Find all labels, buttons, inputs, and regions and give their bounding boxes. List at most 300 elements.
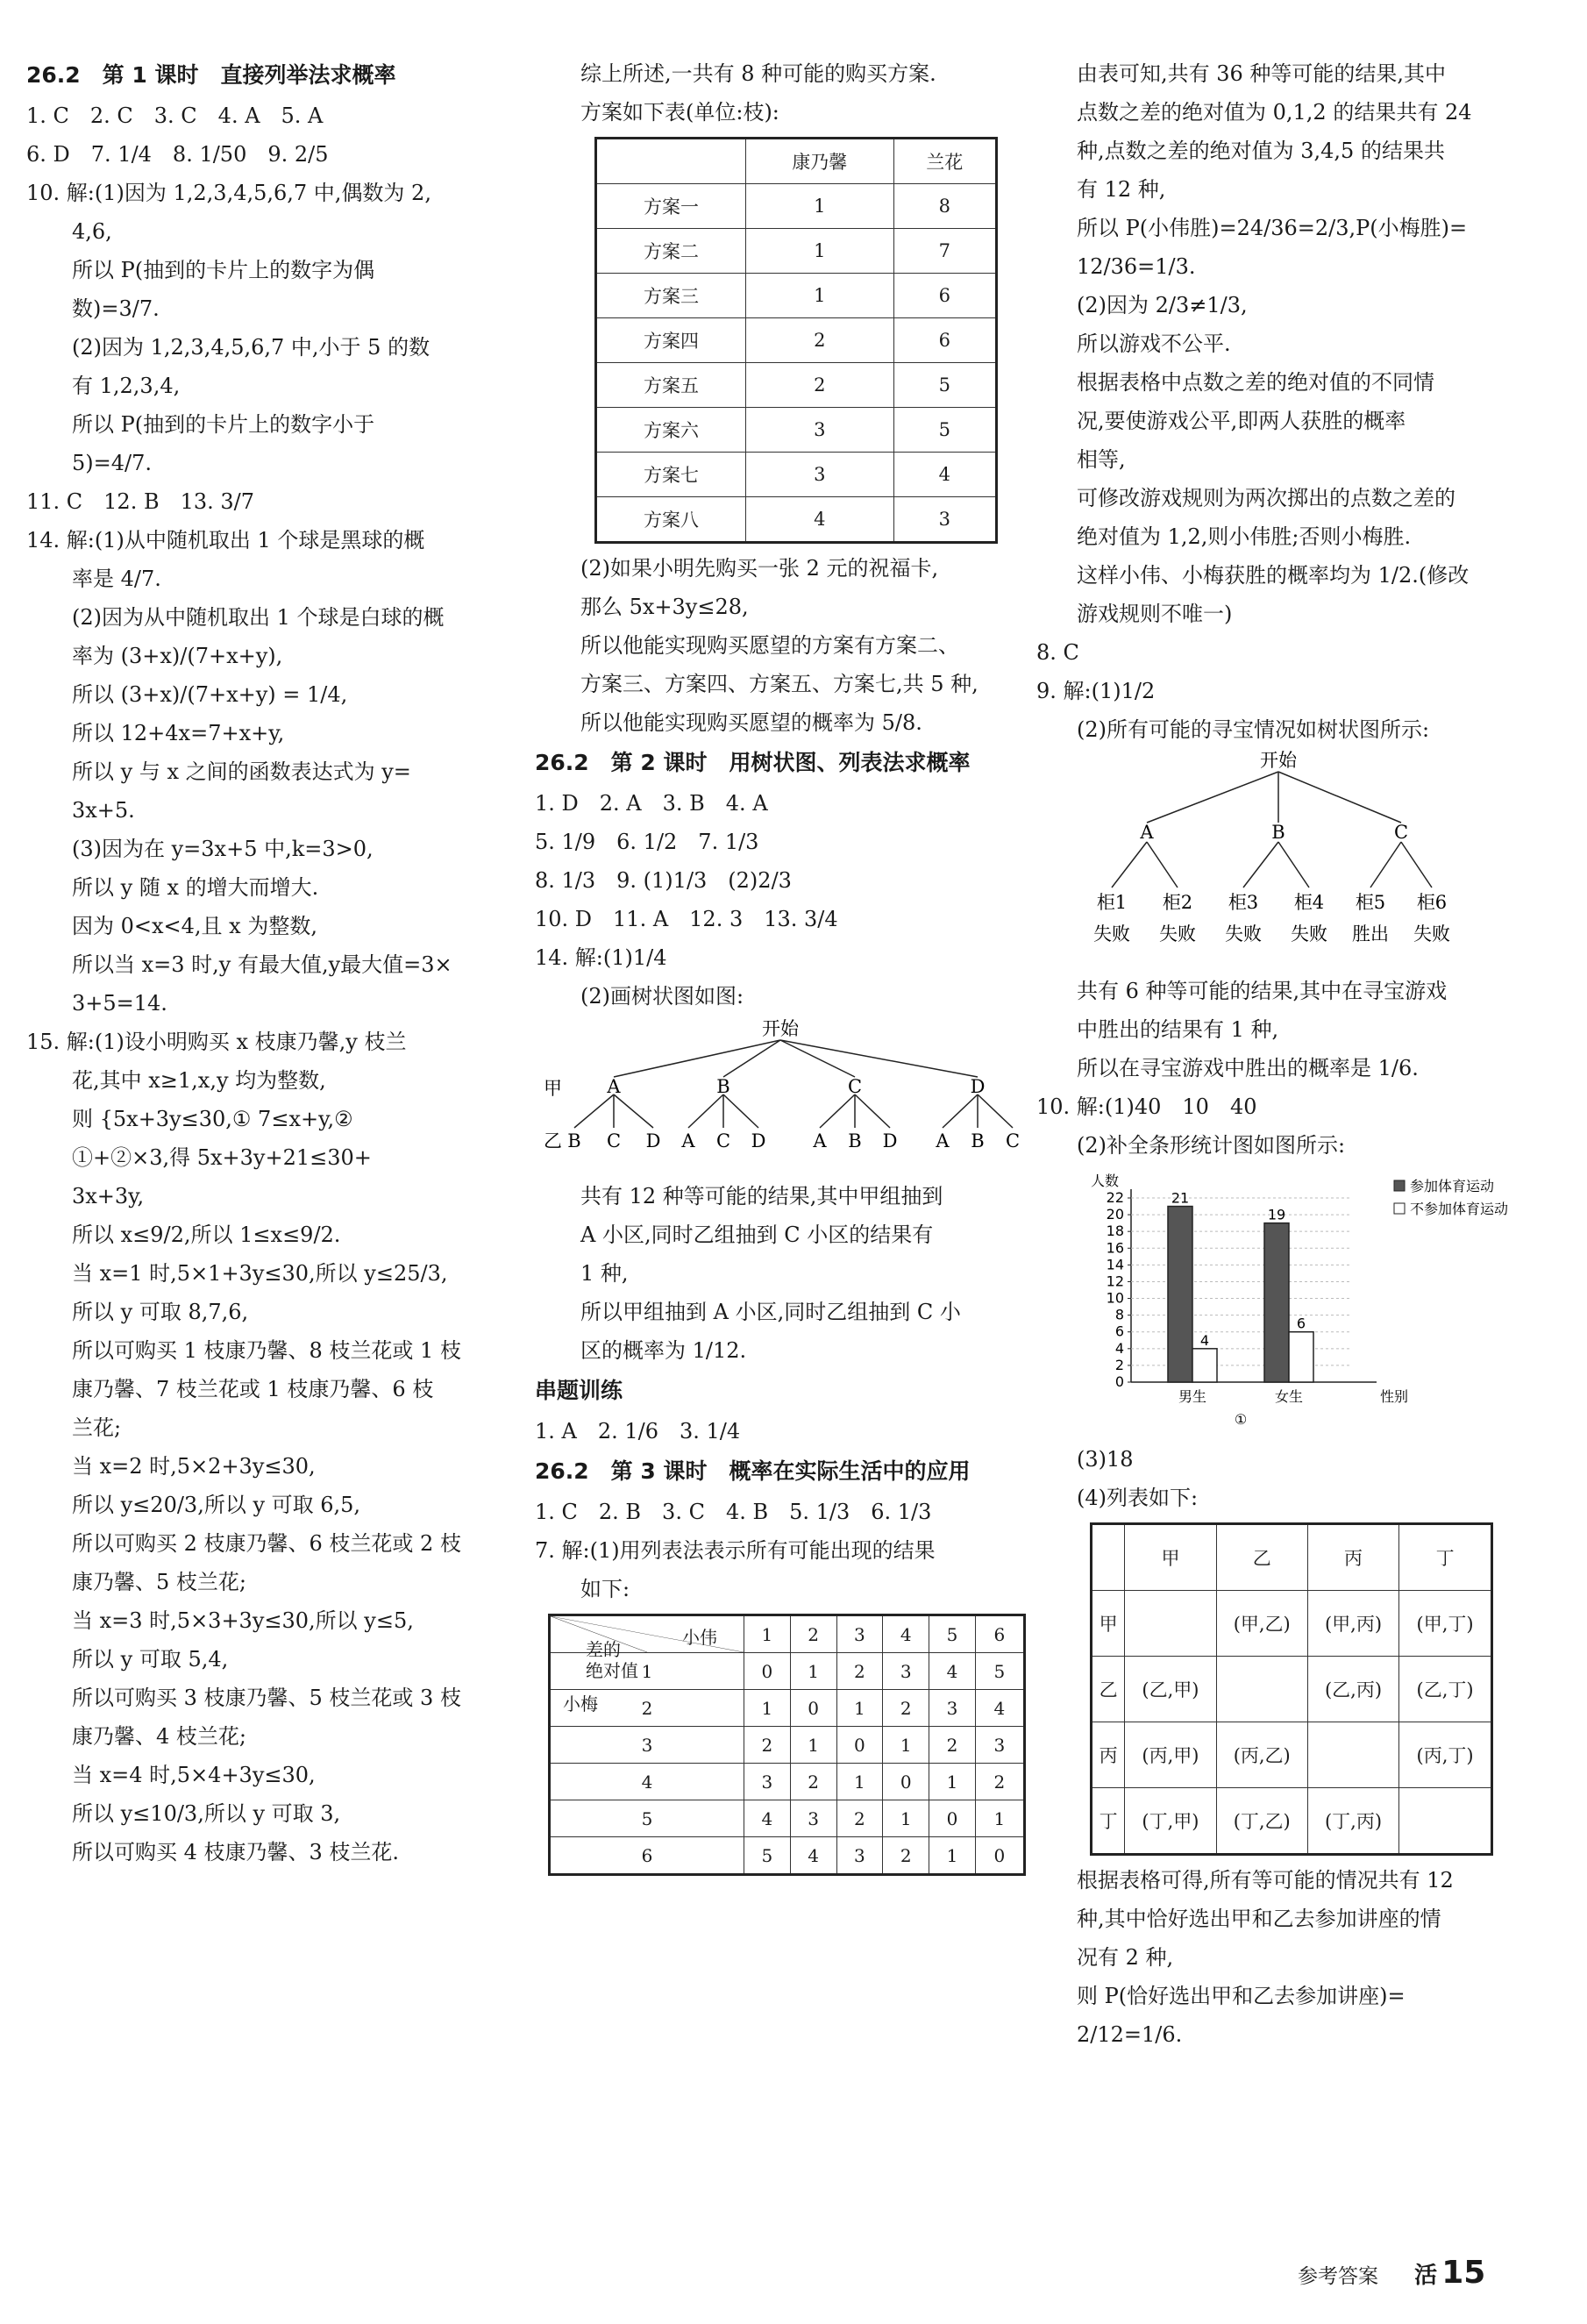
table-row bbox=[1092, 1722, 1492, 1788]
answer-line: 可修改游戏规则为两次掷出的点数之差的 bbox=[1077, 486, 1455, 510]
answer-line: 共有 12 种等可能的结果,其中甲组抽到 bbox=[580, 1184, 943, 1208]
answer-line: (4)列表如下: bbox=[1077, 1486, 1199, 1510]
answer-line: 11. C 12. B 13. 3/7 bbox=[26, 489, 255, 514]
answer-line: 当 x=4 时,5×4+3y≤30, bbox=[72, 1763, 316, 1787]
table-header-cell: 乙 bbox=[1216, 1524, 1307, 1591]
table-cell: 方案三 bbox=[596, 274, 746, 318]
table-cell: 4 bbox=[550, 1764, 744, 1800]
tree-leaf: D bbox=[882, 1130, 898, 1151]
table-row bbox=[1092, 1657, 1492, 1722]
answer-line: 所以 y≤20/3,所以 y 可取 6,5, bbox=[72, 1493, 361, 1517]
answer-line: 当 x=3 时,5×3+3y≤30,所以 y≤5, bbox=[72, 1608, 414, 1633]
table-header-cell: 甲 bbox=[1125, 1524, 1216, 1591]
table-cell: 3 bbox=[929, 1690, 976, 1727]
table-row bbox=[1092, 1788, 1492, 1855]
answer-line: 根据表格中点数之差的绝对值的不同情 bbox=[1077, 370, 1434, 395]
table-cell: 0 bbox=[744, 1653, 791, 1690]
y-tick-label: 4 bbox=[1114, 1339, 1124, 1357]
tree-result: 失败 bbox=[1413, 923, 1450, 945]
table-row bbox=[596, 184, 997, 229]
table-cell: 2 bbox=[550, 1690, 744, 1727]
table-cell bbox=[1307, 1722, 1398, 1788]
tree-node: B bbox=[1271, 822, 1285, 843]
table-cell: 2 bbox=[836, 1800, 883, 1837]
tree-result: 失败 bbox=[1291, 923, 1327, 945]
answer-line: 况,要使游戏公平,即两人获胜的概率 bbox=[1077, 409, 1406, 433]
answer-line: (2)画树状图如图: bbox=[580, 984, 744, 1009]
answer-line: 绝对值为 1,2,则小伟胜;否则小梅胜. bbox=[1077, 524, 1412, 549]
answer-line: 14. 解:(1)从中随机取出 1 个球是黑球的概 bbox=[26, 528, 425, 552]
table-header-cell: 康乃馨 bbox=[746, 139, 894, 184]
table-header-cell: 3 bbox=[836, 1615, 883, 1653]
answer-line: 率是 4/7. bbox=[72, 567, 161, 591]
answer-line: 所以 y 可取 8,7,6, bbox=[72, 1300, 249, 1324]
answer-line: A 小区,同时乙组抽到 C 小区的结果有 bbox=[580, 1223, 934, 1247]
table-cell: 5 bbox=[550, 1800, 744, 1837]
answer-line: 1. A 2. 1/6 3. 1/4 bbox=[535, 1419, 741, 1444]
answer-line: 8. 1/3 9. (1)1/3 (2)2/3 bbox=[535, 868, 792, 893]
page-footer bbox=[1298, 2255, 1485, 2291]
tree-leaf: 柜5 bbox=[1355, 892, 1386, 913]
column-middle bbox=[535, 54, 1026, 1881]
answer-line: 15. 解:(1)设小明购买 x 枝康乃馨,y 枝兰 bbox=[26, 1030, 407, 1054]
table-cell bbox=[1216, 1657, 1307, 1722]
answer-line: 8. C bbox=[1036, 640, 1079, 665]
corner-label: 小伟 bbox=[682, 1627, 717, 1648]
table-cell: 1 bbox=[929, 1837, 976, 1875]
answer-line: 所以 y 可取 5,4, bbox=[72, 1647, 229, 1672]
answer-line: 所以 P(抽到的卡片上的数字小于 bbox=[72, 412, 375, 437]
table-cell: (甲,乙) bbox=[1216, 1591, 1307, 1657]
answer-line: 6. D 7. 1/4 8. 1/50 9. 2/5 bbox=[26, 142, 329, 167]
plan-table bbox=[594, 137, 998, 544]
data-label: 19 bbox=[1267, 1206, 1286, 1223]
table-cell: 6 bbox=[550, 1837, 744, 1875]
answer-line: 4,6, bbox=[72, 219, 112, 244]
table-row bbox=[596, 497, 997, 543]
table-header-row bbox=[550, 1615, 1025, 1653]
table-row bbox=[1092, 1591, 1492, 1657]
tree-leaf: 柜2 bbox=[1162, 892, 1193, 913]
answer-line: 所以 (3+x)/(7+x+y) = 1/4, bbox=[72, 682, 348, 707]
table-header-row bbox=[596, 139, 997, 184]
answer-line: 况有 2 种, bbox=[1077, 1945, 1174, 1970]
answer-line: 1. C 2. B 3. C 4. B 5. 1/3 6. 1/3 bbox=[535, 1500, 932, 1524]
answer-line: 所以 12+4x=7+x+y, bbox=[72, 721, 285, 745]
table-header-cell: 5 bbox=[929, 1615, 976, 1653]
answer-line: 有 1,2,3,4, bbox=[72, 374, 181, 398]
answer-line: 当 x=2 时,5×2+3y≤30, bbox=[72, 1454, 316, 1479]
footer-reference: 参考答案 bbox=[1298, 2265, 1378, 2288]
table-header-cell bbox=[596, 139, 746, 184]
table-cell: 3 bbox=[893, 497, 996, 543]
table-cell: 1 bbox=[883, 1727, 929, 1764]
answer-line: 所以可购买 2 枝康乃馨、6 枝兰花或 2 枝 bbox=[72, 1531, 461, 1556]
table-cell: (甲,丁) bbox=[1399, 1591, 1492, 1657]
answer-line: (3)因为在 y=3x+5 中,k=3>0, bbox=[72, 837, 374, 861]
table-cell: 2 bbox=[790, 1764, 836, 1800]
answer-line: (3)18 bbox=[1077, 1447, 1134, 1472]
answer-line: (2)所有可能的寻宝情况如树状图所示: bbox=[1077, 717, 1430, 742]
corner-label: 小梅 bbox=[563, 1693, 598, 1714]
answer-line: 所以 y 随 x 的增大而增大. bbox=[72, 875, 319, 900]
table-cell: 1 bbox=[790, 1653, 836, 1690]
table-header-cell: 6 bbox=[975, 1615, 1024, 1653]
tree-leaf: 柜3 bbox=[1228, 892, 1259, 913]
table-row bbox=[596, 318, 997, 363]
answer-line: (2)因为 1,2,3,4,5,6,7 中,小于 5 的数 bbox=[72, 335, 431, 360]
table-cell: 3 bbox=[975, 1727, 1024, 1764]
answer-line: 12/36=1/3. bbox=[1077, 254, 1196, 279]
tree-leaf: D bbox=[751, 1130, 766, 1151]
tree-node: D bbox=[970, 1076, 986, 1097]
data-label: 6 bbox=[1296, 1315, 1306, 1332]
answer-line: 当 x=1 时,5×1+3y≤30,所以 y≤25/3, bbox=[72, 1261, 448, 1286]
table-cell: 1 bbox=[836, 1690, 883, 1727]
answer-line: 种,其中恰好选出甲和乙去参加讲座的情 bbox=[1077, 1907, 1441, 1931]
tree-result: 胜出 bbox=[1352, 923, 1389, 945]
table-cell: 甲 bbox=[1092, 1591, 1125, 1657]
table-cell: 1 bbox=[929, 1764, 976, 1800]
tree-diagram-treasure bbox=[1077, 749, 1533, 968]
legend-swatch bbox=[1394, 1203, 1405, 1214]
table-cell: 2 bbox=[746, 363, 894, 408]
tree-leaf: C bbox=[1005, 1130, 1021, 1151]
diagonal-header-cell bbox=[550, 1615, 744, 1714]
table-cell: 2 bbox=[744, 1727, 791, 1764]
tree-root: 开始 bbox=[1260, 750, 1297, 771]
answer-line: 3+5=14. bbox=[72, 991, 167, 1016]
answer-line: 10. D 11. A 12. 3 13. 3/4 bbox=[535, 907, 838, 931]
table-header-cell bbox=[1092, 1524, 1125, 1591]
table-cell: 丙 bbox=[1092, 1722, 1125, 1788]
answer-line: 1 种, bbox=[580, 1261, 629, 1286]
table-cell: 2 bbox=[929, 1727, 976, 1764]
table-cell: 3 bbox=[746, 453, 894, 497]
table-header-cell: 1 bbox=[744, 1615, 791, 1653]
answer-line: 共有 6 种等可能的结果,其中在寻宝游戏 bbox=[1077, 979, 1448, 1003]
table-cell: (丁,甲) bbox=[1125, 1788, 1216, 1855]
y-tick-label: 18 bbox=[1106, 1223, 1124, 1240]
tree-leaf: 柜6 bbox=[1416, 892, 1448, 913]
answer-line: 所以当 x=3 时,y 有最大值,y最大值=3× bbox=[72, 952, 452, 977]
legend-label: 参加体育运动 bbox=[1410, 1178, 1495, 1194]
answer-line: 综上所述,一共有 8 种可能的购买方案. bbox=[580, 61, 936, 86]
tree-node: B bbox=[716, 1076, 730, 1097]
table-cell: 1 bbox=[550, 1653, 744, 1690]
tree-leaf: A bbox=[813, 1130, 827, 1151]
table-cell bbox=[1399, 1788, 1492, 1855]
bar bbox=[1192, 1349, 1217, 1382]
table-cell: 3 bbox=[836, 1837, 883, 1875]
table-cell: 5 bbox=[975, 1653, 1024, 1690]
section-heading: 串题训练 bbox=[535, 1378, 623, 1403]
answer-line: 所以 y≤10/3,所以 y 可取 3, bbox=[72, 1801, 341, 1826]
answer-line: 所以可购买 3 枝康乃馨、5 枝兰花或 3 枝 bbox=[72, 1686, 461, 1710]
table-cell: 3 bbox=[744, 1764, 791, 1800]
y-tick-label: 8 bbox=[1114, 1306, 1124, 1323]
table-cell: 4 bbox=[893, 453, 996, 497]
x-tick-label: 女生 bbox=[1274, 1388, 1304, 1405]
table-header-cell: 丙 bbox=[1307, 1524, 1398, 1591]
table-cell: 3 bbox=[883, 1653, 929, 1690]
bar-chart bbox=[1077, 1165, 1550, 1436]
answer-line: (2)因为从中随机取出 1 个球是白球的概 bbox=[72, 605, 445, 630]
bar bbox=[1264, 1223, 1289, 1382]
answer-line: 相等, bbox=[1077, 447, 1126, 472]
tree-level-label: 乙 bbox=[544, 1130, 562, 1151]
answer-line: 区的概率为 1/12. bbox=[580, 1338, 747, 1363]
table-cell: (丙,甲) bbox=[1125, 1722, 1216, 1788]
tree-node: C bbox=[1393, 822, 1409, 843]
table-cell: 1 bbox=[746, 229, 894, 274]
table-cell: 4 bbox=[929, 1653, 976, 1690]
table-header-cell: 丁 bbox=[1399, 1524, 1492, 1591]
answer-line: 数)=3/7. bbox=[72, 296, 160, 321]
answer-line: 所以 y 与 x 之间的函数表达式为 y= bbox=[72, 759, 411, 784]
table-cell: (丙,乙) bbox=[1216, 1722, 1307, 1788]
tree-diagram-groups bbox=[535, 1016, 1026, 1173]
table-cell: (丙,丁) bbox=[1399, 1722, 1492, 1788]
y-tick-label: 10 bbox=[1106, 1289, 1124, 1307]
answer-line: 康乃馨、7 枝兰花或 1 枝康乃馨、6 枝 bbox=[72, 1377, 434, 1401]
answer-line: 5)=4/7. bbox=[72, 451, 152, 475]
table-row bbox=[550, 1690, 1025, 1727]
table-cell: 方案四 bbox=[596, 318, 746, 363]
table-header-cell: 2 bbox=[790, 1615, 836, 1653]
answer-line: 所以在寻宝游戏中胜出的概率是 1/6. bbox=[1077, 1056, 1419, 1080]
tree-level-label: 甲 bbox=[544, 1078, 562, 1099]
tree-leaf: B bbox=[971, 1130, 985, 1151]
table-header-cell: 4 bbox=[883, 1615, 929, 1653]
table-row bbox=[596, 274, 997, 318]
answer-line: 则 P(恰好选出甲和乙去参加讲座)= bbox=[1077, 1984, 1406, 2008]
section-heading: 26.2 第 2 课时 用树状图、列表法求概率 bbox=[535, 750, 971, 775]
table-cell bbox=[1125, 1591, 1216, 1657]
table-cell: 7 bbox=[893, 229, 996, 274]
answer-line: 中胜出的结果有 1 种, bbox=[1077, 1017, 1279, 1042]
tree-leaf: A bbox=[681, 1130, 695, 1151]
tree-result: 失败 bbox=[1159, 923, 1196, 945]
y-tick-label: 6 bbox=[1114, 1322, 1124, 1340]
table-row bbox=[596, 453, 997, 497]
table-cell: 4 bbox=[746, 497, 894, 543]
answer-line: 率为 (3+x)/(7+x+y), bbox=[72, 644, 283, 668]
table-cell: 2 bbox=[883, 1837, 929, 1875]
table-row bbox=[596, 363, 997, 408]
table-header-row bbox=[1092, 1524, 1492, 1591]
answer-line: 根据表格可得,所有等可能的情况共有 12 bbox=[1077, 1868, 1454, 1893]
tree-leaf: D bbox=[645, 1130, 661, 1151]
table-cell: 方案七 bbox=[596, 453, 746, 497]
y-tick-label: 0 bbox=[1114, 1373, 1124, 1390]
tree-leaf: B bbox=[848, 1130, 862, 1151]
answer-line: (2)补全条形统计图如图所示: bbox=[1077, 1133, 1346, 1158]
y-tick-label: 2 bbox=[1114, 1356, 1124, 1373]
answer-line: 1. C 2. C 3. C 4. A 5. A bbox=[26, 103, 324, 128]
table-cell: 4 bbox=[744, 1800, 791, 1837]
tree-node: A bbox=[1140, 822, 1154, 843]
tree-leaf: C bbox=[606, 1130, 622, 1151]
answer-line: 所以 P(抽到的卡片上的数字为偶 bbox=[72, 258, 375, 282]
table-cell: (乙,丙) bbox=[1307, 1657, 1398, 1722]
table-cell: 4 bbox=[790, 1837, 836, 1875]
pair-table bbox=[1090, 1522, 1493, 1856]
table-cell: 4 bbox=[975, 1690, 1024, 1727]
section-heading: 26.2 第 1 课时 直接列举法求概率 bbox=[26, 62, 396, 88]
table-cell: 2 bbox=[836, 1653, 883, 1690]
table-cell: 方案六 bbox=[596, 408, 746, 453]
answer-line: 点数之差的绝对值为 0,1,2 的结果共有 24 bbox=[1077, 100, 1472, 125]
answer-line: 所以 P(小伟胜)=24/36=2/3,P(小梅胜)= bbox=[1077, 216, 1468, 240]
y-tick-label: 14 bbox=[1106, 1256, 1124, 1273]
answer-line: 1. D 2. A 3. B 4. A bbox=[535, 791, 768, 816]
table-cell: 丁 bbox=[1092, 1788, 1125, 1855]
section-heading: 26.2 第 3 课时 概率在实际生活中的应用 bbox=[535, 1458, 971, 1484]
answer-line: 种,点数之差的绝对值为 3,4,5 的结果共 bbox=[1077, 139, 1445, 163]
data-label: 21 bbox=[1171, 1189, 1190, 1207]
answer-line: 康乃馨、5 枝兰花; bbox=[72, 1570, 246, 1594]
bar bbox=[1289, 1332, 1313, 1382]
table-cell: 1 bbox=[883, 1800, 929, 1837]
answer-line: 花,其中 x≥1,x,y 均为整数, bbox=[72, 1068, 326, 1093]
table-cell: 8 bbox=[893, 184, 996, 229]
answer-line: 因为 0<x<4,且 x 为整数, bbox=[72, 914, 317, 938]
column-right bbox=[1036, 54, 1563, 2054]
table-cell: 5 bbox=[744, 1837, 791, 1875]
answer-line: 所以甲组抽到 A 小区,同时乙组抽到 C 小 bbox=[580, 1300, 961, 1324]
answer-line: 兰花; bbox=[72, 1415, 122, 1440]
answer-line: (2)如果小明先购买一张 2 元的祝福卡, bbox=[580, 556, 939, 581]
table-cell: 2 bbox=[746, 318, 894, 363]
answer-line: 所以 x≤9/2,所以 1≤x≤9/2. bbox=[72, 1223, 341, 1247]
table-cell: 乙 bbox=[1092, 1657, 1125, 1722]
answer-line: 所以他能实现购买愿望的概率为 5/8. bbox=[580, 710, 922, 735]
answer-line: 9. 解:(1)1/2 bbox=[1036, 679, 1156, 703]
table-row bbox=[596, 229, 997, 274]
table-cell: 1 bbox=[746, 184, 894, 229]
page-number: 15 bbox=[1441, 2255, 1486, 2291]
y-tick-label: 22 bbox=[1106, 1189, 1124, 1206]
answer-line: (2)因为 2/3≠1/3, bbox=[1077, 293, 1248, 317]
table-cell: 3 bbox=[550, 1727, 744, 1764]
data-label: 4 bbox=[1199, 1331, 1210, 1349]
answer-line: 14. 解:(1)1/4 bbox=[535, 945, 667, 970]
answer-line: 10. 解:(1)40 10 40 bbox=[1036, 1094, 1257, 1119]
legend-label: 不参加体育运动 bbox=[1410, 1201, 1509, 1217]
table-row bbox=[550, 1727, 1025, 1764]
tree-leaf: 柜4 bbox=[1293, 892, 1325, 913]
y-axis-label: 人数 bbox=[1090, 1173, 1120, 1189]
table-cell: (丁,乙) bbox=[1216, 1788, 1307, 1855]
table-cell: 1 bbox=[790, 1727, 836, 1764]
tree-node: A bbox=[607, 1076, 621, 1097]
x-axis-label: 性别 bbox=[1379, 1388, 1409, 1405]
tree-result: 失败 bbox=[1093, 923, 1130, 945]
table-cell: 1 bbox=[836, 1764, 883, 1800]
answer-line: 所以他能实现购买愿望的方案有方案二、 bbox=[580, 633, 959, 658]
answer-line: 有 12 种, bbox=[1077, 177, 1166, 202]
answer-line: 康乃馨、4 枝兰花; bbox=[72, 1724, 246, 1749]
corner-label: 差的 bbox=[586, 1639, 621, 1660]
answer-line: 如下: bbox=[580, 1577, 630, 1601]
tree-node: C bbox=[847, 1076, 863, 1097]
tree-leaf: A bbox=[936, 1130, 950, 1151]
y-tick-label: 12 bbox=[1106, 1272, 1124, 1290]
table-cell: 0 bbox=[790, 1690, 836, 1727]
table-cell: 5 bbox=[893, 363, 996, 408]
difference-table bbox=[548, 1614, 1026, 1876]
table-cell: 2 bbox=[975, 1764, 1024, 1800]
table-cell: 0 bbox=[975, 1837, 1024, 1875]
tree-leaf: 柜1 bbox=[1096, 892, 1128, 913]
table-cell: 3 bbox=[746, 408, 894, 453]
table-cell: (乙,甲) bbox=[1125, 1657, 1216, 1722]
legend-swatch bbox=[1394, 1180, 1405, 1191]
answer-line: 那么 5x+3y≤28, bbox=[580, 595, 749, 619]
answer-line: 这样小伟、小梅获胜的概率均为 1/2.(修改 bbox=[1077, 563, 1470, 588]
answer-line: 由表可知,共有 36 种等可能的结果,其中 bbox=[1077, 61, 1447, 86]
bar bbox=[1168, 1207, 1192, 1382]
table-cell: 1 bbox=[975, 1800, 1024, 1837]
answer-line: 7. 解:(1)用列表法表示所有可能出现的结果 bbox=[535, 1538, 936, 1563]
table-cell: 0 bbox=[929, 1800, 976, 1837]
table-cell: 6 bbox=[893, 274, 996, 318]
answer-line: 5. 1/9 6. 1/2 7. 1/3 bbox=[535, 830, 759, 854]
table-cell: 3 bbox=[790, 1800, 836, 1837]
footer-tag: 活 bbox=[1414, 2263, 1438, 2289]
column-left bbox=[26, 54, 495, 1871]
tree-leaf: B bbox=[567, 1130, 581, 1151]
answer-line: 3x+5. bbox=[72, 798, 135, 823]
table-cell: 方案一 bbox=[596, 184, 746, 229]
table-cell: 0 bbox=[883, 1764, 929, 1800]
table-cell: 6 bbox=[893, 318, 996, 363]
table-row bbox=[550, 1837, 1025, 1875]
table-cell: 1 bbox=[744, 1690, 791, 1727]
answer-line: 游戏规则不唯一) bbox=[1077, 602, 1233, 626]
y-tick-label: 20 bbox=[1106, 1206, 1124, 1223]
answer-line: 则 {5x+3y≤30,① 7≤x+y,② bbox=[72, 1107, 353, 1131]
table-cell: (甲,丙) bbox=[1307, 1591, 1398, 1657]
answer-line: ①+②×3,得 5x+3y+21≤30+ bbox=[72, 1145, 372, 1170]
table-row bbox=[596, 408, 997, 453]
table-row bbox=[550, 1800, 1025, 1837]
corner-label: 绝对值 bbox=[586, 1660, 638, 1681]
y-tick-label: 16 bbox=[1106, 1239, 1124, 1257]
answer-line: 所以可购买 1 枝康乃馨、8 枝兰花或 1 枝 bbox=[72, 1338, 461, 1363]
answer-line: 所以可购买 4 枝康乃馨、3 枝兰花. bbox=[72, 1840, 400, 1864]
x-tick-label: 男生 bbox=[1178, 1388, 1207, 1405]
answer-line: 3x+3y, bbox=[72, 1184, 145, 1208]
table-cell: 1 bbox=[746, 274, 894, 318]
chart-caption: ① bbox=[1234, 1411, 1248, 1428]
table-cell: 方案八 bbox=[596, 497, 746, 543]
answer-line: 方案如下表(单位:枝): bbox=[580, 100, 779, 125]
table-cell: (乙,丁) bbox=[1399, 1657, 1492, 1722]
answer-line: 10. 解:(1)因为 1,2,3,4,5,6,7 中,偶数为 2, bbox=[26, 181, 431, 205]
table-row bbox=[550, 1764, 1025, 1800]
table-cell: 2 bbox=[883, 1690, 929, 1727]
answer-line: 2/12=1/6. bbox=[1077, 2022, 1183, 2047]
tree-result: 失败 bbox=[1225, 923, 1262, 945]
answer-line: 所以游戏不公平. bbox=[1077, 331, 1231, 356]
table-cell: 5 bbox=[893, 408, 996, 453]
tree-root: 开始 bbox=[762, 1018, 799, 1039]
table-cell: 0 bbox=[836, 1727, 883, 1764]
table-cell: 方案五 bbox=[596, 363, 746, 408]
table-cell: (丁,丙) bbox=[1307, 1788, 1398, 1855]
